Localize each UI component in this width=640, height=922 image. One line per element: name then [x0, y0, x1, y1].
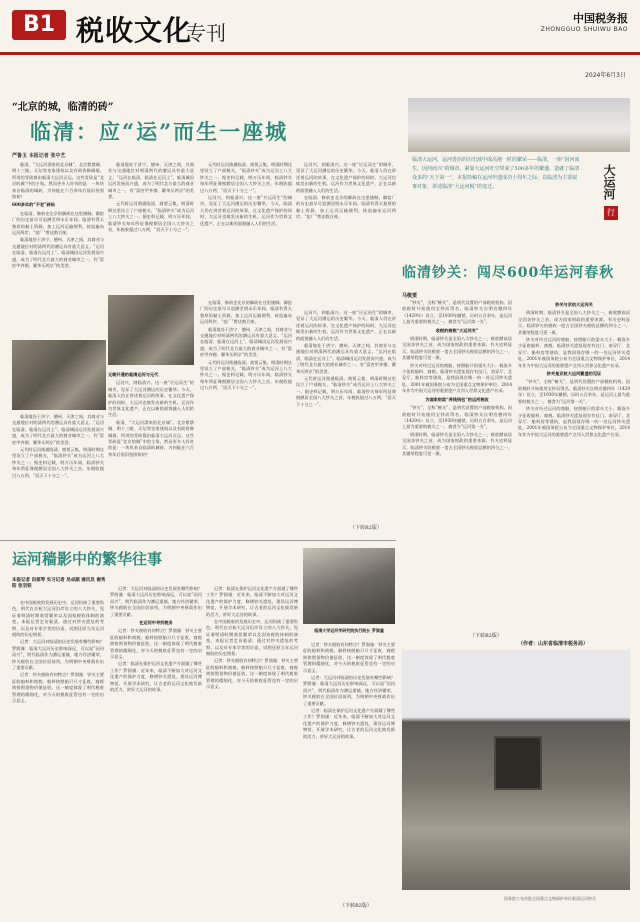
article1-col2: 临清地处于济宁、德州、天津之间，其商业与交通地位对明清两代的漕运具有重大意义。“运河在临清，临清在运河上”。临清城因运河发展而兴盛，成为了明代北方最大的商业城市之一，有“富庶甲齐郡，繁华压两京”的美誉。 元代时运河凿通临清，商贾云集，明清时期这里设立了户部税关，“临清钞关”成为运河上八大钞关之一。据史料记载，明万历年间，临清钞关每年所征课税额居全国八大钞关之首，年税收超过八万两，“居天下十分之一”。: [108, 162, 194, 233]
column-title: 税收文化: [76, 14, 193, 47]
canal-photo-top: [408, 98, 630, 152]
column-subtitle: 专刊: [186, 21, 226, 45]
article3-continue: （下转B2版）: [340, 903, 372, 909]
article2-subhead-1: 钞关与京杭大运河关: [555, 302, 593, 307]
lead-quote: 临清大运河，运河善治的历史波中成高地一时的繁荣——临清，一座“因河而生，因河而兴”的城市。紧靠大运河吐空带来了500多年的繁盛，造就了临清众多的“天下第一”，本报特稿在运河申遗成功十周年之际，以临清为主要叙事对象，讲述临清“大运河税”的变迁。: [412, 157, 580, 190]
paper-pinyin: ZHONGGUO SHUIWU BAO: [540, 26, 628, 33]
article3-col4: 记者：钞关税收有何特点？罗润谨：钞关主要征收船料和商税。船料按照船只尺寸征收，商税则按照货物价值征收，这一制度体现了明代税收管理的精细化，对今天的税收征管也有一定的启示意义。 记者：大运河对临清的历史发展有哪些影响？罗润谨：临清大运河历史影响深远，可以说“因河而兴”，明代临清作为漕运重镇，地方经济繁荣，钞关税收在全国位居前列，为明朝中央财政作出了重要贡献。 记者：临清在保护运河文化遗产方面做了哪些工作？罗润谨：近年来，临清不断加大对运河文化遗产的保护力度，修缮钞关遗址，建设运河博物馆，开展学术研究，让古老的运河文化焕发新的活力，讲好大运河的故事。: [303, 642, 395, 739]
article1-subhead-1: 600多年的“不老”砖码: [12, 202, 55, 208]
article2-credit: （作者：山东省临清市税务局）: [518, 641, 589, 647]
article1-title: 临清：应“运”而生一座城: [30, 119, 289, 144]
article1-kicker: “北京的城，临清的砖”: [12, 102, 114, 113]
article2-subhead-4: 钞关是京杭大运河繁盛的见证: [546, 371, 602, 377]
interviewee-caption: 临清大学运河学研究院执行院长 罗润谨: [314, 628, 384, 633]
article2-col1: “钞关”，全称“榷关”，是明代设置的户部税收机构。因收税时开始使用宝钞而得名。临清钞关自明宣德四年（1429年）设立，至1930年撤销，历时五百余年，是运河上最为重要的税关之一，被誉为“运河第一关”。 收税的商税“大运河关” 明清时期，临清钞关是全国八大钞关之一，税收额高居全国各钞关之首，成为国家财政的重要来源。有关史料显示，临清钞关的税收一度占全国钞关税收总额的四分之一，其繁荣程度可见一斑。 钞关对经过运河的商船，按照船只的梁头大小、载货多少征收船料、商税。临清钞关遗址现存有仪门、南穿厅、北穿厅、船料房等建筑，是我国现存唯一的一处运河钞关遗址，2001年被国务院公布为全国重点文物保护单位，2014年作为中国大运河的重要遗产点列入世界文化遗产名录。 为国家财政“养钱钱包”的运河税收 “钞关”，全称“榷关”，是明代设置的户部税收机构。因收税时开始使用宝钞而得名。临清钞关自明宣德四年（1429年）设立，至1930年撤销，历时五百余年，是运河上最为重要的税关之一，被誉为“运河第一关”。 明清时期，临清钞关是全国八大钞关之一，税收额高居全国各钞关之首，成为国家财政的重要来源。有关史料显示，临清钞关的税收一度占全国钞关税收总额的四分之一，其繁荣程度可见一斑。: [402, 300, 512, 456]
chaoguan-photo-caption: 国务院公布首批全国重点文物保护单位临清运河钞关: [504, 896, 596, 901]
article1-photo-kiln: [108, 295, 194, 365]
article2-byline: 马敬雯: [402, 293, 418, 299]
article2-title: 临清钞关：闯尽600年运河春秋: [402, 265, 615, 281]
masthead-divider: [0, 52, 640, 55]
article3-byline: 本报记者 田郁琴 实习记者 吴卓颜 通讯员 谢秀阳 张羽铁: [12, 578, 106, 589]
section-badge: B1: [12, 10, 66, 40]
article1-col1: 临清，“大运河漂来的北京城”。北京紫禁城、明十三陵、天坛等皇家建筑以及有助资修城墙，所用的青砖都由临清大运河贡运。这些青砖是“北京的城”中的主角。然而更多人好奇的是：一块块来自临清的城砖，为何能在六百余年后依旧坚固如初？ 600多年的“不老”砖码 在临清，修前史北京的御砖在这里烧制。御窑厂的历史最早可追溯至明永乐年间。临清有得天独厚的黏土资源，加上运河运输便利，砖窑遍布运河两岸，“窑厂”曾达数百座。 临清地处于济宁、德州、天津之间，其商业与交通地位对明清两代的漕运具有重大意义。“运河在临清，临清在运河上”。临清城因运河发展而兴盛，成为了明代北方最大的商业城市之一，有“富庶甲齐郡，繁华压两京”的美誉。: [12, 162, 104, 269]
article3-col3: 记者：临清在保护运河文化遗产方面做了哪些工作？罗润谨：近年来，临清不断加大对运河文化遗产的保护力度，修缮钞关遗址，建设运河博物馆，开展学术研究，让古老的运河文化焕发新的活力，讲好大运河的故事。 在中国税收的发展历史中，运河扮演了重要角色。明代在京杭大运河沿岸设立的八大钞关，见证着明清时期商贸繁荣以及国家税收体制的演变。本报记者走访临清，通过对钞关遗址的考察，以及对专家学者的访谈，试图还原当年运河税收的历史图景。 记者：钞关税收有何特点？罗润谨：钞关主要征收船料和商税。船料按照船只尺寸征收，商税则按照货物价值征收，这一制度体现了明代税收管理的精细化，对今天的税收征管也有一定的启示意义。: [206, 586, 298, 690]
article1-col4b: 运河兴，则临清兴。这一座“应运而生”的城市，见证了大运河漕运的历史繁华。今天，临清人仍在讲述着运河的故事，在文化遗产保护的同时，大运河也焕发出新的生机。运河作为世界文化遗产，正在以新的面貌融入人们的生活。 临清地处于济宁、德州、天津之间，其商业与交通地位对明清两代的漕运具有重大意义。“运河在临清，临清在运河上”。临清城因运河发展而兴盛，成为了明代北方最大的商业城市之一，有“富庶甲齐郡，繁华压两京”的美誉。 元代时运河凿通临清，商贾云集，明清时期这里设立了户部税关，“临清钞关”成为运河上八大钞关之一。据史料记载，明万历年间，临清钞关每年所征课税额居全国八大钞关之首，年税收超过八万两，“居天下十分之一”。: [296, 310, 396, 407]
side-seal-stamp: 行: [604, 206, 618, 220]
article1-byline: 严鲁玉 本报记者 张中艺: [12, 153, 66, 159]
article1-photo-bricks: [12, 340, 106, 410]
article1-col3b: 在临清，修前史北京的御砖在这里烧制。御窑厂的历史最早可追溯至明永乐年间。临清有得天独厚的黏土资源，加上运河运输便利，砖窑遍布运河两岸，“窑厂”曾达数百座。 临清地处于济宁、德州、天津之间，其商业与交通地位对明清两代的漕运具有重大意义。“运河在临清，临清在运河上”。临清城因运河发展而兴盛，成为了明代北方最大的商业城市之一，有“富庶甲齐郡，繁华压两京”的美誉。 元代时运河凿通临清，商贾云集，明清时期这里设立了户部税关，“临清钞关”成为运河上八大钞关之一。据史料记载，明万历年间，临清钞关每年所征课税额居全国八大钞关之首，年税收超过八万两，“居天下十分之一”。: [200, 300, 292, 391]
paper-name: 中国税务报: [573, 12, 628, 25]
article3-title: 运河穑影中的繁华往事: [12, 550, 163, 568]
article1-subhead-2: 元朝开通的临清运河与元代: [108, 372, 159, 377]
article3-col1: 在中国税收的发展历史中，运河扮演了重要角色。明代在京杭大运河沿岸设立的八大钞关，见证着明清时期商贸繁荣以及国家税收体制的演变。本报记者走访临清，通过对钞关遗址的考察，以及对专家学者的访谈，试图还原当年运河税收的历史图景。 记者：大运河对临清的历史发展有哪些影响？罗润谨：临清大运河历史影响深远，可以说“因河而兴”，明代临清作为漕运重镇，地方经济繁荣，钞关税收在全国位居前列，为明朝中央财政作出了重要贡献。 记者：钞关税收有何特点？罗润谨：钞关主要征收船料和商税。船料按照船只尺寸征收，商税则按照货物价值征收，这一制度体现了明代税收管理的精细化，对今天的税收征管也有一定的启示意义。: [12, 600, 104, 704]
side-seal: 大运河: [602, 164, 616, 200]
interviewee-photo: [303, 548, 395, 624]
article3-col2: 记者：大运河对临清的历史发展有哪些影响？罗润谨：临清大运河历史影响深远，可以说“因河而兴”，明代临清作为漕运重镇，地方经济繁荣，钞关税收在全国位居前列，为明朝中央财政作出了重要贡献。 在运河中寻找税务 记者：钞关税收有何特点？罗润谨：钞关主要征收船料和商税。船料按照船只尺寸征收，商税则按照货物价值征收，这一制度体现了明代税收管理的精细化，对今天的税收征管也有一定的启示意义。 记者：临清在保护运河文化遗产方面做了哪些工作？罗润谨：近年来，临清不断加大对运河文化遗产的保护力度，修缮钞关遗址，建设运河博物馆，开展学术研究，让古老的运河文化焕发新的活力，讲好大运河的故事。: [110, 586, 202, 693]
article3-subhead-1: 在运河中寻找税务: [139, 620, 173, 626]
article1-col3: 元代时运河凿通临清，商贾云集，明清时期这里设立了户部税关，“临清钞关”成为运河上八大钞关之一。据史料记载，明万历年间，临清钞关每年所征课税额居全国八大钞关之首，年税收超过八万两，“居天下十分之一”。 运河兴，则临清兴。这一座“应运而生”的城市，见证了大运河漕运的历史繁华。今天，临清人仍在讲述着运河的故事，在文化遗产保护的同时，大运河也焕发出新的生机。运河作为世界文化遗产，正在以新的面貌融入人们的生活。: [200, 162, 292, 226]
article3-divider: [0, 540, 396, 541]
article2-col2: 钞关与京杭大运河关 明清时期，临清钞关是全国八大钞关之一，税收额高居全国各钞关之首，成为国家财政的重要来源。有关史料显示，临清钞关的税收一度占全国钞关税收总额的四分之一，其繁荣程度可见一斑。 钞关对经过运河的商船，按照船只的梁头大小、载货多少征收船料、商税。临清钞关遗址现存有仪门、南穿厅、北穿厅、船料房等建筑，是我国现存唯一的一处运河钞关遗址，2001年被国务院公布为全国重点文物保护单位，2014年作为中国大运河的重要遗产点列入世界文化遗产名录。 钞关是京杭大运河繁盛的见证 “钞关”，全称“榷关”，是明代设置的户部税收机构。因收税时开始使用宝钞而得名。临清钞关自明宣德四年（1429年）设立，至1930年撤销，历时五百余年，是运河上最为重要的税关之一，被誉为“运河第一关”。 钞关对经过运河的商船，按照船只的梁头大小、载货多少征收船料、商税。临清钞关遗址现存有仪门、南穿厅、北穿厅、船料房等建筑，是我国现存唯一的一处运河钞关遗址，2001年被国务院公布为全国重点文物保护单位，2014年作为中国大运河的重要遗产点列入世界文化遗产名录。: [518, 302, 630, 437]
article2-subhead-2: 收税的商税“大运河关”: [435, 327, 479, 333]
article1-col1b: 临清地处于济宁、德州、天津之间，其商业与交通地位对明清两代的漕运具有重大意义。“运河在临清，临清在运河上”。临清城因运河发展而兴盛，成为了明代北方最大的商业城市之一，有“富庶甲齐郡，繁华压两京”的美誉。 元代时运河凿通临清，商贾云集，明清时期这里设立了户部税关，“临清钞关”成为运河上八大钞关之一。据史料记载，明万历年间，临清钞关每年所征课税额居全国八大钞关之首，年税收超过八万两，“居天下十分之一”。: [12, 414, 104, 478]
issue-date: 2024年6月3日: [585, 72, 626, 79]
article1-col2b: 元朝开通的临清运河与元代 运河兴，则临清兴。这一座“应运而生”的城市，见证了大运河漕运的历史繁华。今天，临清人仍在讲述着运河的故事，在文化遗产保护的同时，大运河也焕发出新的生机。运河作为世界文化遗产，正在以新的面貌融入人们的生活。 临清，“大运河漂来的北京城”。北京紫禁城、明十三陵、天坛等皇家建筑以及有助资修城墙，所用的青砖都由临清大运河贡运。这些青砖是“北京的城”中的主角。然而更多人好奇的是：一块块来自临清的城砖，为何能在六百余年后依旧坚固如初？: [108, 372, 194, 457]
article1-continue: （下转B2版）: [350, 525, 382, 531]
paper-info: [541, 10, 628, 33]
chaoguan-photo: [402, 650, 630, 890]
article2-continue: （下转B2版）: [470, 633, 502, 639]
gate-door: [494, 736, 542, 790]
article1-col4: 运河兴，则临清兴。这一座“应运而生”的城市，见证了大运河漕运的历史繁华。今天，临清人仍在讲述着运河的故事，在文化遗产保护的同时，大运河也焕发出新的生机。运河作为世界文化遗产，正在以新的面貌融入人们的生活。 在临清，修前史北京的御砖在这里烧制。御窑厂的历史最早可追溯至明永乐年间。临清有得天独厚的黏土资源，加上运河运输便利，砖窑遍布运河两岸，“窑厂”曾达数百座。: [296, 162, 396, 220]
article2-subhead-3: 为国家财政“养钱钱包”的运河税收: [425, 396, 489, 402]
